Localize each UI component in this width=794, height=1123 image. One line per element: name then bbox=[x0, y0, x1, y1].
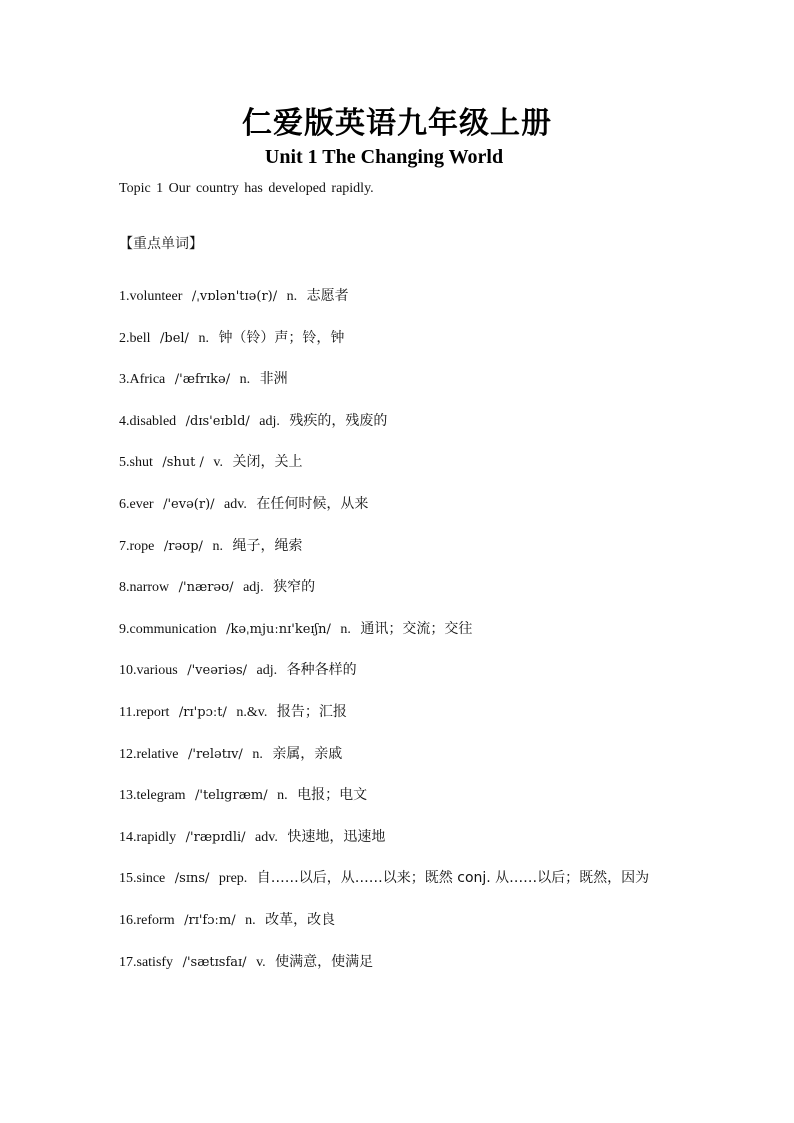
entry-phonetic: /rɪ'fɔːm/ bbox=[184, 912, 236, 928]
entry-meaning: 亲属，亲戚 bbox=[272, 745, 343, 762]
entry-pos: n. bbox=[252, 746, 263, 762]
entry-pos: n. bbox=[198, 330, 209, 346]
entry-phonetic: /sɪns/ bbox=[174, 871, 210, 887]
entry-word: 12.relative bbox=[119, 746, 179, 762]
entry-word: 5.shut bbox=[119, 455, 153, 471]
entry-phonetic: /'æfrɪkə/ bbox=[174, 372, 231, 388]
entry-phonetic: /rəʊp/ bbox=[163, 538, 203, 554]
entry-word: 16.reform bbox=[119, 912, 175, 928]
entry-pos: v. bbox=[213, 455, 223, 471]
list-item bbox=[119, 650, 679, 692]
list-item bbox=[119, 318, 679, 360]
entry-pos: n. bbox=[340, 621, 351, 637]
list-item bbox=[119, 484, 679, 526]
list-item bbox=[119, 734, 679, 776]
entry-meaning: 在任何时候，从来 bbox=[256, 495, 369, 512]
entry-word: 15.since bbox=[119, 871, 166, 887]
entry-word: 11.report bbox=[119, 704, 170, 720]
entry-meaning: 使满意，使满足 bbox=[275, 953, 374, 970]
entry-pos: adv. bbox=[255, 829, 278, 845]
entry-meaning: 各种各样的 bbox=[286, 662, 357, 679]
entry-phonetic: /rɪ'pɔːt/ bbox=[178, 704, 227, 720]
entry-pos: adv. bbox=[224, 496, 247, 512]
list-item bbox=[119, 900, 679, 942]
entry-meaning: 改革，改良 bbox=[265, 911, 336, 928]
entry-word: 7.rope bbox=[119, 538, 155, 554]
list-item bbox=[119, 609, 679, 651]
entry-phonetic: /shut / bbox=[162, 455, 204, 471]
entry-pos: adj. bbox=[243, 580, 264, 596]
entry-meaning: 志愿者 bbox=[306, 288, 349, 304]
entry-meaning: 自……以后，从……以来；既然 conj. 从……以后；既然，因为 bbox=[256, 870, 650, 887]
list-item bbox=[119, 817, 679, 859]
entry-word: 3.Africa bbox=[119, 372, 166, 388]
entry-meaning: 非洲 bbox=[259, 371, 288, 388]
entry-meaning: 关闭，关上 bbox=[232, 454, 303, 471]
list-item bbox=[119, 692, 679, 734]
entry-phonetic: /'ræpɪdli/ bbox=[185, 829, 246, 845]
entry-phonetic: /dɪs'eɪbld/ bbox=[185, 413, 250, 429]
entry-word: 8.narrow bbox=[119, 580, 170, 596]
entry-phonetic: /'veəriəs/ bbox=[187, 663, 248, 679]
list-item bbox=[119, 359, 679, 401]
entry-meaning: 快速地，迅速地 bbox=[287, 828, 386, 845]
list-item bbox=[119, 858, 679, 900]
entry-meaning: 报告；汇报 bbox=[276, 703, 347, 720]
list-item bbox=[119, 276, 679, 318]
entry-pos: adj. bbox=[259, 413, 280, 429]
entry-phonetic: /kəˌmjuːnɪ'keɪʃn/ bbox=[226, 621, 331, 637]
topic-line: Topic 1 Our country has developed rapidly. bbox=[119, 181, 374, 196]
entry-word: 14.rapidly bbox=[119, 829, 177, 845]
entry-word: 2.bell bbox=[119, 330, 151, 346]
entry-word: 10.various bbox=[119, 663, 178, 679]
entry-phonetic: /'nærəʊ/ bbox=[178, 580, 234, 596]
entry-meaning: 狭窄的 bbox=[273, 579, 316, 596]
list-item bbox=[119, 526, 679, 568]
list-item bbox=[119, 567, 679, 609]
entry-word: 6.ever bbox=[119, 496, 154, 512]
unit-subtitle: Unit 1 The Changing World bbox=[264, 146, 504, 168]
entry-word: 1.volunteer bbox=[119, 289, 183, 304]
entry-phonetic: /ˌvɒlən'tɪə(r)/ bbox=[191, 289, 278, 304]
entry-phonetic: /bel/ bbox=[160, 330, 189, 346]
entry-meaning: 残疾的，残废的 bbox=[289, 412, 388, 429]
list-item bbox=[119, 775, 679, 817]
entry-word: 4.disabled bbox=[119, 413, 177, 429]
entry-pos: n.&v. bbox=[236, 704, 268, 720]
section-heading: 【重点单词】 bbox=[119, 236, 203, 252]
entry-word: 9.communication bbox=[119, 621, 217, 637]
vocabulary-list bbox=[119, 276, 679, 983]
page-title: 仁爱版英语九年级上册 bbox=[242, 106, 552, 141]
entry-word: 13.telegram bbox=[119, 788, 186, 804]
entry-phonetic: /'evə(r)/ bbox=[163, 496, 215, 512]
entry-pos: v. bbox=[256, 954, 266, 970]
list-item bbox=[119, 401, 679, 443]
entry-pos: prep. bbox=[218, 871, 248, 887]
entry-word: 17.satisfy bbox=[119, 954, 174, 970]
entry-phonetic: /'relətɪv/ bbox=[187, 746, 243, 762]
entry-meaning: 通讯；交流；交往 bbox=[360, 620, 473, 637]
entry-meaning: 钟（铃）声；铃，钟 bbox=[218, 329, 345, 346]
entry-pos: n. bbox=[239, 372, 251, 388]
entry-phonetic: /'telɪgræm/ bbox=[194, 788, 268, 804]
list-item bbox=[119, 442, 679, 484]
entry-pos: n. bbox=[245, 912, 256, 928]
entry-meaning: 绳子，绳索 bbox=[232, 537, 303, 554]
entry-pos: adj. bbox=[256, 663, 278, 679]
entry-meaning: 电报；电文 bbox=[297, 787, 368, 804]
entry-pos: n. bbox=[277, 788, 288, 804]
entry-pos: n. bbox=[286, 289, 298, 304]
list-item bbox=[119, 942, 679, 984]
entry-pos: n. bbox=[212, 538, 223, 554]
entry-phonetic: /'sætɪsfaɪ/ bbox=[182, 954, 247, 970]
